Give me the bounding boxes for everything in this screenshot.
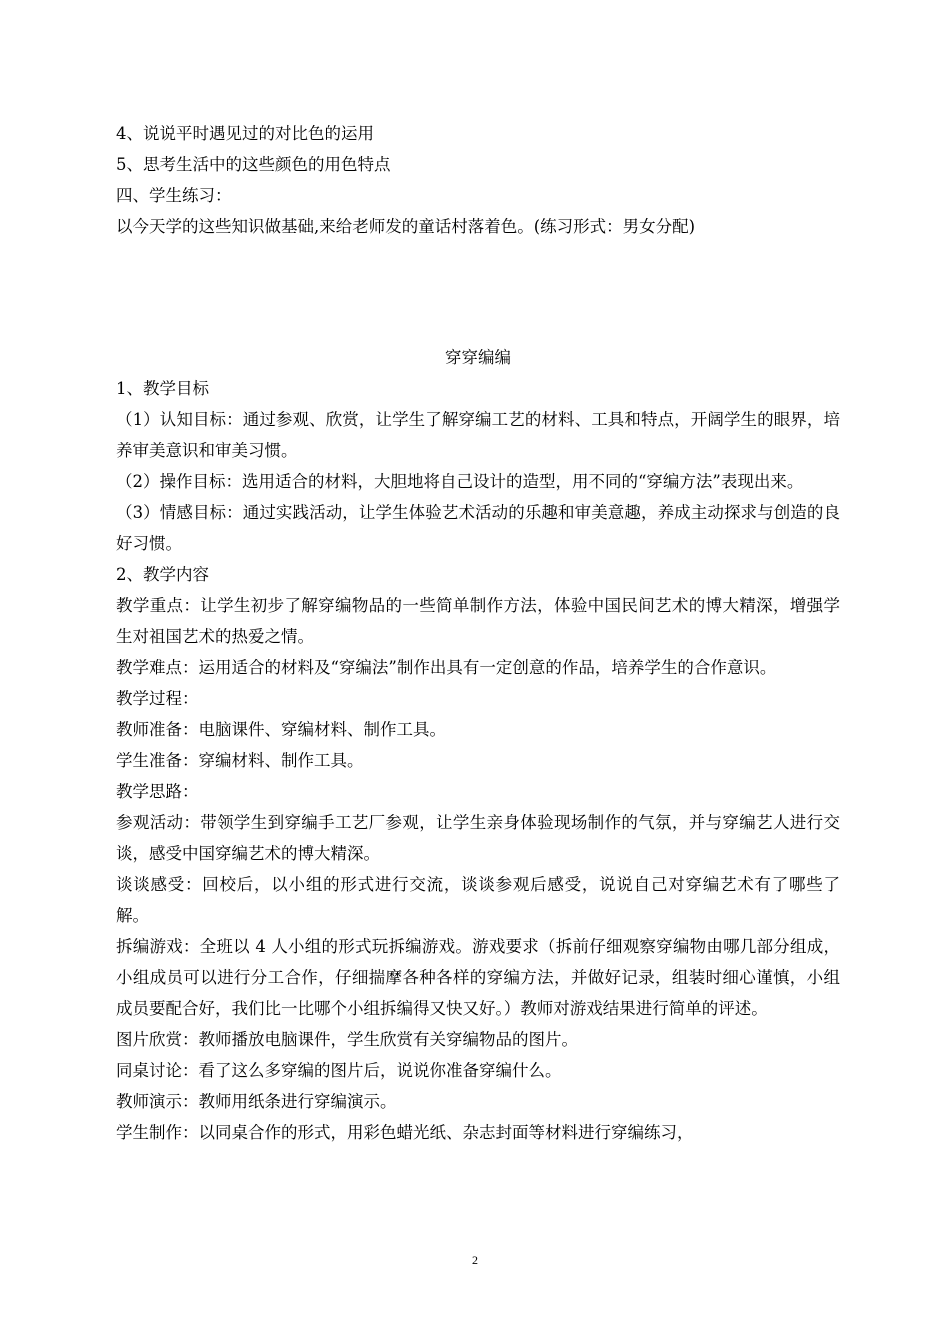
paragraph-teaching-idea: 教学思路： [116, 782, 199, 801]
paragraph-content-heading: 2、教学内容 [116, 565, 209, 584]
paragraph-pictures: 图片欣赏：教师播放电脑课件，学生欣赏有关穿编物品的图片。 [116, 1030, 578, 1049]
paragraph-key-point: 教学重点：让学生初步了解穿编物品的一些简单制作方法，体验中国民间艺术的博大精深，增强学生对祖国艺术的热爱之情。 [116, 596, 840, 646]
paragraph-goals-heading: 1、教学目标 [116, 379, 209, 398]
paragraph-discussion: 同桌讨论：看了这么多穿编的图片后，说说你准备穿编什么。 [116, 1061, 562, 1080]
paragraph-feelings: 谈谈感受：回校后，以小组的形式进行交流，谈谈参观后感受，说说自己对穿编艺术有了哪些了解。 [116, 875, 840, 925]
paragraph-difficulty: 教学难点：运用适合的材料及“穿编法”制作出具有一定创意的作品，培养学生的合作意识。 [116, 658, 777, 677]
paragraph-visit: 参观活动：带领学生到穿编手工艺厂参观，让学生亲身体验现场制作的气氛，并与穿编艺人进行交谈，感受中国穿编艺术的博大精深。 [116, 813, 840, 863]
top-line-2: 5、思考生活中的这些颜色的用色特点 [116, 155, 391, 174]
paragraph-cognitive-goal: （1）认知目标：通过参观、欣赏，让学生了解穿编工艺的材料、工具和特点，开阔学生的眼界，培养审美意识和审美习惯。 [116, 410, 840, 460]
paragraph-teacher-prep: 教师准备：电脑课件、穿编材料、制作工具。 [116, 720, 446, 739]
paragraph-emotion-goal: （3）情感目标：通过实践活动，让学生体验艺术活动的乐趣和审美意趣，养成主动探求与创造的良好习惯。 [116, 503, 840, 553]
top-line-1: 4、说说平时遇见过的对比色的运用 [116, 124, 374, 143]
paragraph-operation-goal: （2）操作目标：选用适合的材料，大胆地将自己设计的造型，用不同的“穿编方法”表现出来。 [116, 472, 804, 491]
paragraph-game: 拆编游戏：全班以 4 人小组的形式玩拆编游戏。游戏要求（拆前仔细观察穿编物由哪几部分组成，小组成员可以进行分工合作，仔细揣摩各种各样的穿编方法，并做好记录，组装时细心谨慎，小组成员要配合好，我们比一比哪个小组拆编得又快又好。）教师对游戏结果进行简单的评述。 [116, 937, 840, 1018]
paragraph-demo: 教师演示：教师用纸条进行穿编演示。 [116, 1092, 397, 1111]
top-line-3: 四、学生练习： [116, 186, 232, 205]
page-content [116, 118, 840, 1148]
top-line-4: 以今天学的这些知识做基础,来给老师发的童话村落着色。(练习形式：男女分配) [116, 217, 696, 236]
paragraph-making: 学生制作：以同桌合作的形式，用彩色蜡光纸、杂志封面等材料进行穿编练习， [116, 1123, 694, 1142]
spacer [116, 242, 840, 342]
section-title: 穿穿编编 [445, 348, 511, 367]
page-number: 2 [472, 1253, 478, 1267]
paragraph-process: 教学过程： [116, 689, 199, 708]
paragraph-student-prep: 学生准备：穿编材料、制作工具。 [116, 751, 364, 770]
